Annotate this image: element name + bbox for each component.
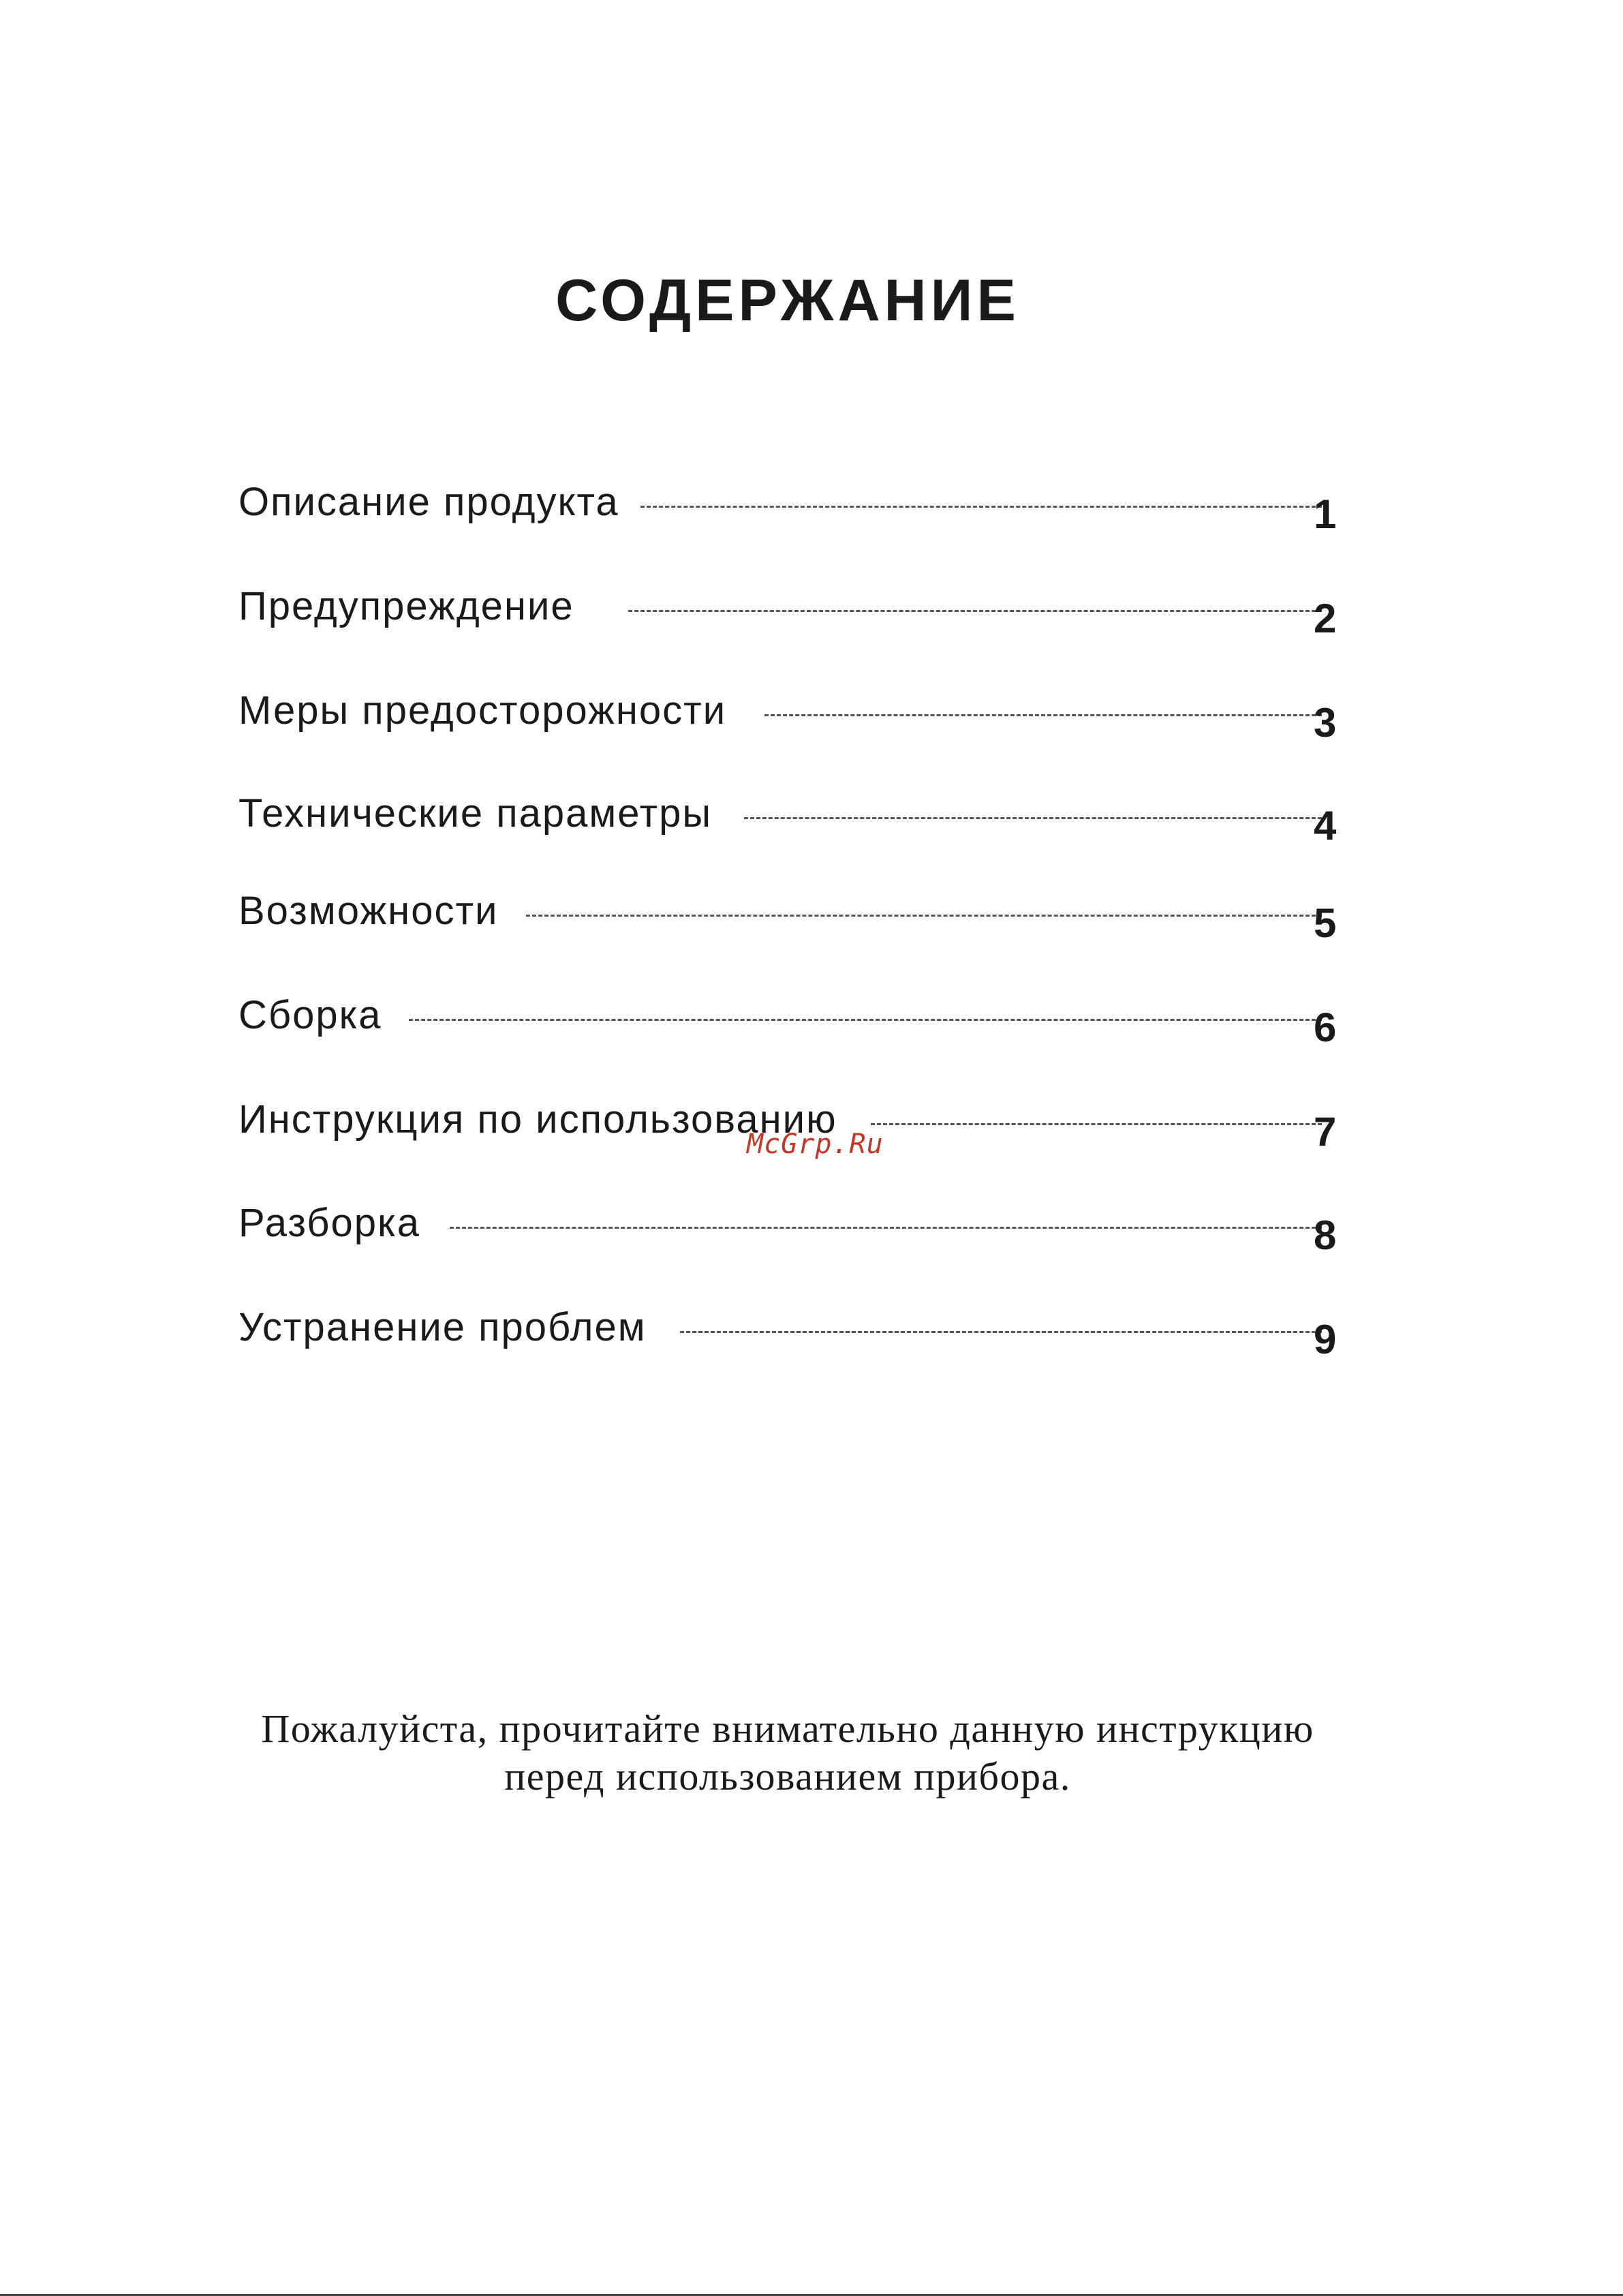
- toc-entry: [238, 985, 1342, 1050]
- toc-entry: [238, 783, 1342, 848]
- toc-entry-page: 8: [1314, 1212, 1337, 1258]
- toc-entry-page: 6: [1314, 1005, 1337, 1050]
- toc-entry: [238, 576, 1342, 641]
- toc-entry-page: 5: [1314, 900, 1337, 946]
- toc-entry-page: 9: [1314, 1317, 1337, 1362]
- toc-entry-label: Предупреждение: [238, 584, 574, 628]
- toc-entry: [238, 1297, 1342, 1362]
- toc-entry: [238, 881, 1342, 946]
- toc-entry-page: 2: [1314, 596, 1337, 641]
- toc-entry: [238, 472, 1342, 537]
- reading-notice-line-2: перед использованием прибора.: [504, 1754, 1071, 1798]
- toc-entry-label: Описание продукта: [238, 480, 619, 524]
- toc-entry-label: Инструкция по использованию: [238, 1097, 837, 1142]
- reading-notice: [0, 1705, 1575, 1801]
- page-title: СОДЕРЖАНИЕ: [555, 268, 1020, 333]
- toc-entry-label: Сборка: [238, 993, 382, 1037]
- toc-dotted-leader: [744, 817, 1322, 819]
- toc-entry-label: Технические параметры: [238, 791, 713, 836]
- toc-entry-label: Меры предосторожности: [238, 688, 727, 733]
- toc-dotted-leader: [450, 1227, 1322, 1229]
- toc-dotted-leader: [640, 506, 1322, 508]
- toc-entry-page: 7: [1314, 1109, 1337, 1154]
- toc-entry: [238, 1193, 1342, 1258]
- toc-dotted-leader: [409, 1019, 1322, 1021]
- toc-dotted-leader: [764, 714, 1322, 716]
- toc-dotted-leader: [526, 915, 1322, 917]
- toc-entry-label: Возможности: [238, 889, 499, 933]
- toc-entry-page: 3: [1314, 700, 1337, 746]
- toc-dotted-leader: [628, 610, 1322, 612]
- toc-entry-page: 1: [1314, 491, 1337, 537]
- toc-entry-label: Устранение проблем: [238, 1305, 647, 1349]
- toc-entry-label: Разборка: [238, 1201, 420, 1245]
- reading-notice-line-1: Пожалуйста, прочитайте внимательно данную инструкцию: [261, 1706, 1314, 1751]
- watermark-text: McGrp.Ru: [747, 1129, 884, 1160]
- toc-dotted-leader: [680, 1331, 1322, 1333]
- toc-dotted-leader: [871, 1123, 1322, 1125]
- toc-entry-page: 4: [1314, 803, 1337, 848]
- toc-entry: [238, 680, 1342, 746]
